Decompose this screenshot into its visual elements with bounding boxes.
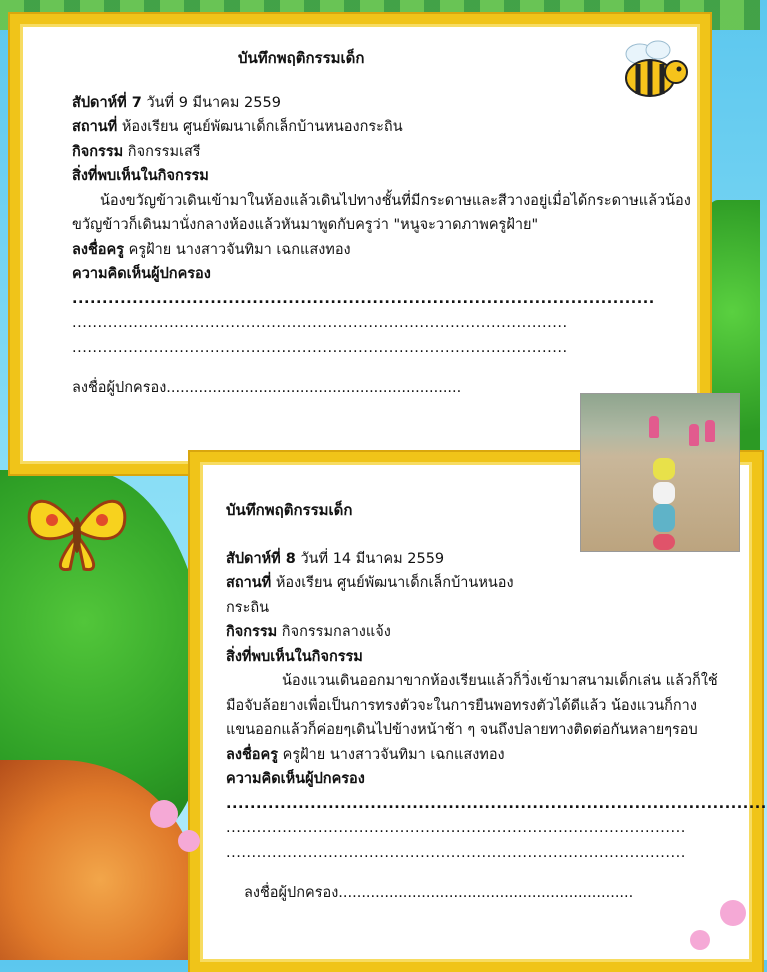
flower-decoration (720, 900, 746, 926)
place-label: สถานที่ (226, 575, 272, 591)
parent-comment-line-3[interactable]: .......................................................................................... (226, 844, 686, 861)
flower-decoration (150, 800, 178, 828)
flower-decoration (178, 830, 200, 852)
parent-comment-line-2[interactable]: ................................................................................................. (72, 315, 568, 331)
place-value: ห้องเรียน ศูนย์พัฒนาเด็กเล็กบ้านหนองกระถิน (117, 119, 403, 135)
parent-comment-line-2[interactable]: .......................................................................................... (226, 820, 686, 836)
flower-decoration (690, 930, 710, 950)
parent-comment-line-1[interactable]: ................................................................................................. (72, 290, 655, 307)
place-label: สถานที่ (72, 119, 118, 135)
tire-white (653, 482, 675, 504)
tire-yellow (653, 458, 675, 480)
bee-icon (610, 36, 694, 106)
activity-value: กิจกรรมกลางแจ้ง (277, 624, 391, 640)
activity-line (226, 620, 726, 645)
week-label: สัปดาห์ที่ 7 (72, 94, 142, 111)
parent-comment-line-1[interactable]: .......................................................................................... (226, 795, 767, 812)
week-line (72, 91, 692, 116)
child-figure (689, 424, 699, 446)
place-line (226, 571, 726, 596)
teacher-line (72, 238, 692, 263)
activity-line (72, 140, 692, 165)
teacher-line (226, 743, 726, 768)
activity-label: กิจกรรม (226, 624, 278, 640)
observed-label: สิ่งที่พบเห็นในกิจกรรม (72, 168, 209, 184)
card-content (72, 46, 692, 401)
card-title: บันทึกพฤติกรรมเด็ก (238, 49, 365, 67)
observed-text: น้องขวัญข้าวเดินเข้ามาในห้องแล้วเดินไปทางชั้นที่มีกระดาษและสีวางอยู่เมื่อได้กระดาษแล้วน้องขวัญข้าวก็เดินมานั่งกลางห้องแล้วหันมาพูดกับครูว่า "หนูจะวาดภาพครูฝ้าย" (72, 192, 691, 233)
teacher-value: ครูฝ้าย นางสาวจันทิมา เฉกแสงทอง (278, 746, 505, 763)
week-date: วันที่ 9 มีนาคม 2559 (141, 94, 281, 111)
teacher-label: ลงชื่อครู (72, 241, 125, 258)
place-value: ห้องเรียน ศูนย์พัฒนาเด็กเล็กบ้านหนอง (271, 575, 514, 591)
teacher-label: ลงชื่อครู (226, 746, 279, 763)
parent-comment-label: ความคิดเห็นผู้ปกครอง (72, 266, 211, 282)
child-figure (705, 420, 715, 442)
place-value-continued: กระถิน (226, 599, 270, 616)
card-title: บันทึกพฤติกรรมเด็ก (226, 501, 353, 519)
teacher-value: ครูฝ้าย นางสาวจันทิมา เฉกแสงทอง (124, 241, 351, 258)
parent-comment-label: ความคิดเห็นผู้ปกครอง (226, 771, 365, 787)
activity-value: กิจกรรมเสรี (123, 143, 201, 160)
tire-red (653, 534, 675, 550)
activity-label: กิจกรรม (72, 143, 124, 160)
tire-blue (653, 504, 675, 532)
parent-signature-line[interactable]: ลงชื่อผู้ปกครอง................................................................ (72, 380, 462, 396)
observed-text: น้องแวนเดินออกมาขากห้องเรียนแล้วก็วิ่งเข้ามาสนามเด็กเล่น แล้วก็ใช้มือจับล้อยางเพื่อเป็นการทรงตัวจะในการยืนพอทรงตัวได้ดีแล้ว น้องแวนก็กางแขนออกแล้วก็ค่อยๆเดินไปข้างหน้าช้า ๆ จนถึงปลายทางติดต่อกันหลายๆรอบ (226, 673, 718, 738)
week-label: สัปดาห์ที่ 8 (226, 550, 296, 567)
observed-label: สิ่งที่พบเห็นในกิจกรรม (226, 648, 363, 665)
week-date: วันที่ 14 มีนาคม 2559 (295, 550, 445, 567)
card-content (226, 498, 767, 906)
butterfly-icon (22, 485, 132, 575)
parent-signature-line[interactable]: ลงชื่อผู้ปกครอง................................................................ (244, 885, 634, 901)
child-figure (649, 416, 659, 438)
playground-photo (580, 393, 740, 552)
parent-comment-line-3[interactable]: ................................................................................................. (72, 339, 568, 356)
place-line (72, 115, 692, 140)
